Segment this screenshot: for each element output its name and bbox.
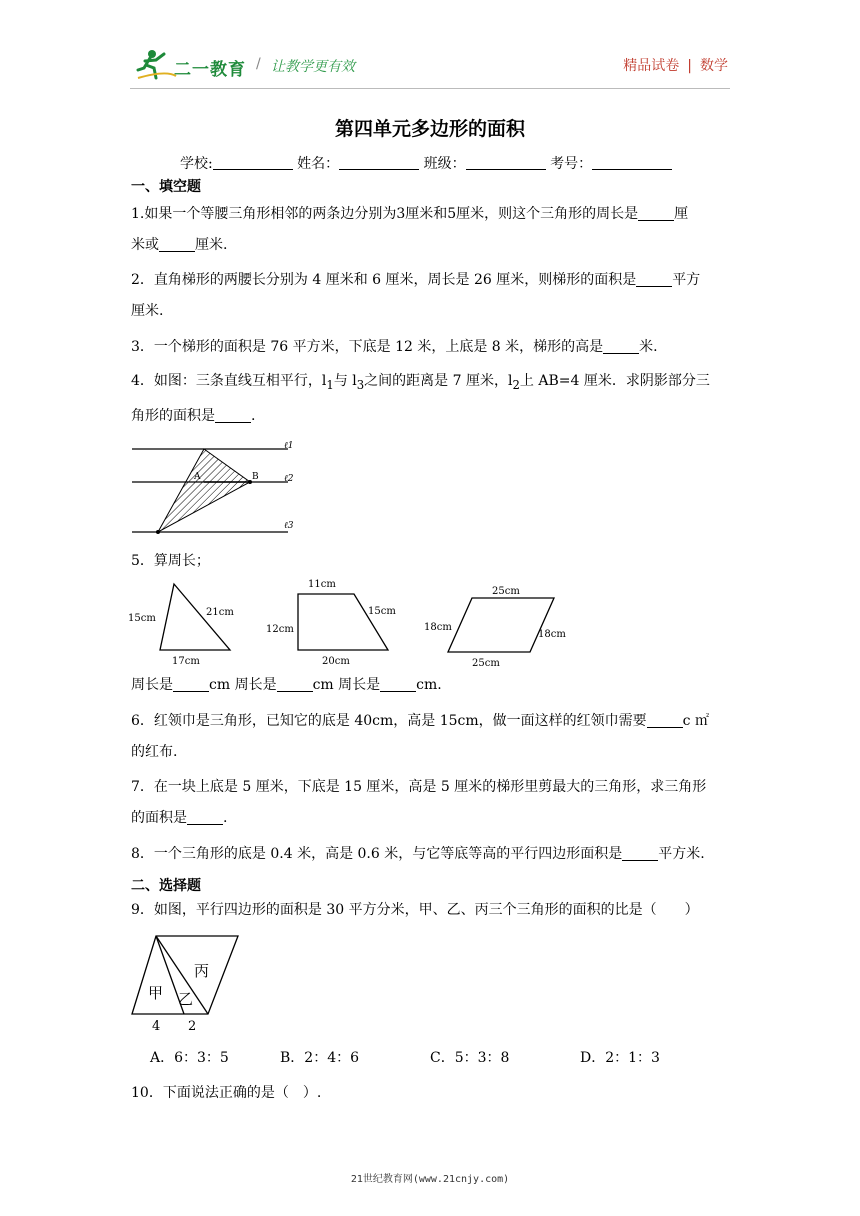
school-label: 学校: — [180, 156, 213, 172]
q3-text-a: 3．一个梯形的面积是 76 平方米，下底是 12 米，上底是 8 米，梯形的高是 — [131, 339, 604, 355]
q5-text-a: 5．算周长； — [131, 553, 210, 569]
shape-parallelogram — [448, 598, 554, 652]
label-a: A — [194, 472, 201, 482]
header-category — [623, 55, 728, 75]
label-l3: ℓ3 — [284, 521, 294, 531]
label-l1: ℓ1 — [284, 441, 294, 451]
q5-ans-c: cm 周长是 — [312, 677, 381, 693]
q1-text-b: 厘 — [674, 206, 689, 222]
q5-blank-3[interactable] — [380, 677, 416, 692]
trap-right-label: 15cm — [368, 606, 396, 617]
question-6 — [131, 706, 731, 768]
q7-blank[interactable] — [187, 810, 223, 825]
q1-blank-2[interactable] — [159, 237, 195, 252]
q2-text-b: 平方 — [672, 272, 701, 288]
tri-left-label: 15cm — [128, 613, 156, 624]
q9-text-a: 9．如图，平行四边形的面积是 30 平方分米，甲、乙、丙三个三角形的面积的比是（ ） — [131, 902, 699, 918]
header-category-a: 精品试卷 — [623, 58, 680, 74]
trap-left-label: 12cm — [266, 624, 294, 635]
question-5-answers — [131, 670, 731, 701]
q2-text-c: 厘米. — [131, 303, 164, 319]
para-left-label: 18cm — [424, 622, 452, 633]
q8-text-a: 8．一个三角形的底是 0.4 米，高是 0.6 米，与它等底等高的平行四边形面积是 — [131, 846, 623, 862]
q3-text-b: 米. — [639, 339, 658, 355]
q4-text-b: 与 l — [333, 373, 357, 389]
label-bing: 丙 — [194, 962, 210, 980]
question-2 — [131, 265, 731, 327]
exam-blank[interactable] — [592, 155, 672, 170]
q6-text-c: 的红布. — [131, 744, 178, 760]
q1-blank-1[interactable] — [638, 206, 674, 221]
trap-top-label: 11cm — [308, 579, 336, 590]
exam-label: 考号： — [550, 156, 593, 172]
q1-text-c: 米或 — [131, 237, 159, 253]
header-slash: / — [256, 56, 261, 72]
question-8 — [131, 839, 731, 870]
para-top-label: 25cm — [492, 586, 520, 597]
question-9 — [131, 895, 731, 926]
label-l2: ℓ2 — [284, 474, 294, 484]
q5-ans-d: cm. — [416, 677, 442, 693]
q2-text-a: 2．直角梯形的两腰长分别为 4 厘米和 6 厘米，周长是 26 厘米，则梯形的面积是 — [131, 272, 637, 288]
label-4: 4 — [152, 1019, 161, 1034]
class-blank[interactable] — [466, 155, 546, 170]
school-blank[interactable] — [213, 155, 293, 170]
question-4 — [131, 366, 731, 432]
q7-text-b: 的面积是 — [131, 810, 187, 826]
tri-bottom-label: 17cm — [172, 656, 200, 667]
page-footer: 21世纪教育网(www.21cnjy.com) — [350, 1174, 510, 1185]
header-slogan: 让教学更有效 — [271, 59, 355, 75]
q4-text-e: 角形的面积是 — [131, 407, 215, 424]
q5-ans-a: 周长是 — [131, 677, 173, 693]
q8-blank[interactable] — [622, 846, 658, 861]
q4-sub-1: 1 — [326, 377, 334, 392]
tri-hyp-label: 21cm — [206, 607, 234, 618]
q4-blank[interactable] — [215, 408, 251, 423]
q6-blank[interactable] — [647, 713, 683, 728]
question-10 — [131, 1078, 731, 1109]
q4-text-f: . — [251, 407, 256, 424]
q6-text-a: 6．红领巾是三角形，已知它的底是 40cm，高是 15cm，做一面这样的红领巾需要 — [131, 713, 647, 729]
para-right-label: 18cm — [538, 629, 566, 640]
q4-sub-2: 2 — [512, 377, 520, 392]
question-1 — [131, 199, 731, 261]
option-d[interactable]: D．2：1：3 — [580, 1050, 660, 1066]
section-multiple-choice: 二、选择题 — [131, 878, 201, 894]
label-2: 2 — [188, 1019, 197, 1034]
q1-text-d: 厘米. — [195, 237, 228, 253]
q4-sub-3: 3 — [356, 377, 365, 392]
name-blank[interactable] — [339, 155, 419, 170]
q5-blank-1[interactable] — [173, 677, 209, 692]
header-divider — [130, 88, 730, 89]
page-title: 第四单元多边形的面积 — [334, 118, 525, 140]
name-label: 姓名： — [297, 156, 340, 172]
q5-ans-b: cm 周长是 — [209, 677, 277, 693]
class-label: 班级： — [423, 156, 466, 172]
brand-name: 二一教育 — [174, 60, 246, 80]
option-b[interactable]: B．2：4：6 — [280, 1050, 360, 1066]
figure-perimeter-shapes — [126, 574, 586, 672]
trap-bottom-label: 20cm — [322, 656, 350, 667]
header-category-sep: | — [687, 58, 692, 74]
para-bottom-label: 25cm — [472, 658, 500, 669]
q4-text-a: 4．如图：三条直线互相平行，l — [131, 373, 327, 389]
section-fill-blank: 一、填空题 — [131, 179, 201, 195]
option-a[interactable]: A．6：3：5 — [150, 1050, 229, 1066]
question-3 — [131, 332, 731, 363]
label-yi: 乙 — [178, 990, 194, 1008]
label-jia: 甲 — [148, 984, 164, 1002]
label-b: B — [252, 472, 259, 482]
option-c[interactable]: C．5：3：8 — [430, 1050, 510, 1066]
header-category-b: 数学 — [700, 58, 728, 74]
figure-parallel-lines — [128, 436, 308, 540]
q1-text-a: 1.如果一个等腰三角形相邻的两条边分别为3厘米和5厘米，则这个三角形的周长是 — [131, 206, 639, 222]
question-5 — [131, 546, 731, 577]
shaded-triangle — [158, 449, 250, 532]
figure-parallelogram-triangles — [128, 930, 244, 1034]
q8-text-b: 平方米. — [658, 846, 705, 862]
q3-blank[interactable] — [603, 339, 639, 354]
q7-text-c: . — [223, 810, 228, 826]
student-info-line — [180, 153, 672, 173]
q7-text-a: 7．在一块上底是 5 厘米，下底是 15 厘米，高是 5 厘米的梯形里剪最大的三角形，求三角形 — [131, 779, 707, 795]
q6-text-b: c ㎡ — [682, 713, 709, 729]
shape-trapezoid — [298, 594, 388, 650]
q2-blank[interactable] — [636, 272, 672, 287]
q10-text-a: 10．下面说法正确的是（ ）. — [131, 1085, 322, 1101]
q4-text-d: 上 AB=4 厘米．求阴影部分三 — [519, 373, 710, 389]
q5-blank-2[interactable] — [277, 677, 313, 692]
q4-text-c: 之间的距离是 7 厘米，l — [364, 373, 513, 389]
question-7 — [131, 772, 731, 834]
